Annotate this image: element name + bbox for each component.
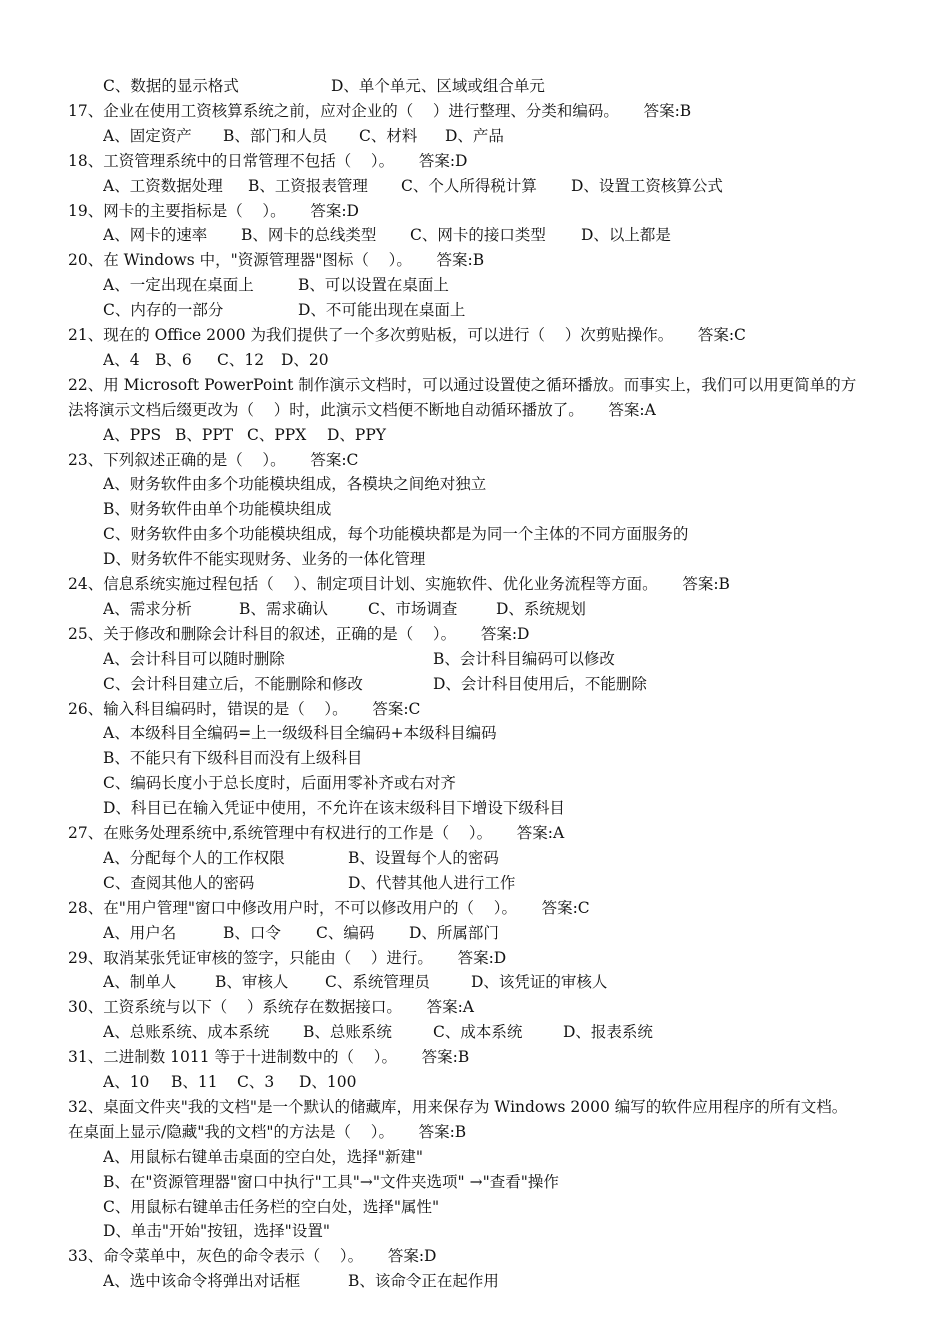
option-row (103, 472, 923, 497)
option-row (103, 1219, 923, 1244)
option-row (103, 721, 923, 746)
answer-option: D、设置工资核算公式 (571, 176, 723, 195)
answer-option: C、市场调查 (368, 599, 458, 618)
question-line: 20、在 Windows 中，"资源管理器"图标（ ）。 答案:B (68, 251, 485, 270)
option-row (103, 1269, 923, 1294)
question-line: 25、关于修改和删除会计科目的叙述，正确的是（ ）。 答案:D (68, 624, 530, 643)
answer-option: B、需求确认 (239, 599, 328, 618)
answer-option: D、会计科目使用后，不能删除 (433, 674, 647, 693)
question-line-continued: 在桌面上显示/隐藏"我的文档"的方法是（ ）。 答案:B (68, 1122, 467, 1141)
option-row (103, 1145, 923, 1170)
option-row (103, 746, 923, 771)
option-row (103, 497, 923, 522)
question-line: 23、下列叙述正确的是（ ）。 答案:C (68, 450, 359, 469)
answer-option: A、需求分析 (103, 599, 192, 618)
answer-option: C、个人所得税计算 (401, 176, 537, 195)
answer-option: B、11 (171, 1073, 218, 1091)
answer-option: C、编码 (316, 923, 375, 942)
answer-option: B、工资报表管理 (248, 176, 368, 195)
option-row (103, 597, 923, 622)
question-line: 32、桌面文件夹"我的文档"是一个默认的储藏库，用来保存为 Windows 2000 编写的软件应用程序的所有文档。 (68, 1097, 848, 1116)
answer-option: D、财务软件不能实现财务、业务的一体化管理 (103, 550, 426, 569)
option-row (103, 1195, 923, 1220)
option-row (103, 298, 923, 323)
answer-option: B、口令 (223, 923, 281, 942)
answer-option: C、内存的一部分 (103, 301, 224, 320)
answer-option: B、会计科目编码可以修改 (433, 649, 615, 668)
answer-option: B、审核人 (215, 973, 289, 992)
question-line: 31、二进制数 1011 等于十进制数中的（ ）。 答案:B (68, 1048, 470, 1067)
question-line: 19、网卡的主要指标是（ ）。 答案:D (68, 201, 359, 220)
option-row (103, 846, 923, 871)
answer-option: C、网卡的接口类型 (410, 226, 546, 245)
answer-option: D、以上都是 (581, 226, 671, 245)
answer-option: D、代替其他人进行工作 (348, 873, 516, 892)
answer-option: C、查阅其他人的密码 (103, 873, 255, 892)
question-line: 30、工资系统与以下（ ）系统存在数据接口。 答案:A (68, 998, 474, 1017)
answer-option: B、不能只有下级科目而没有上级科目 (103, 749, 363, 768)
option-row (103, 522, 923, 547)
option-row (103, 771, 923, 796)
answer-option: A、总账系统、成本系统 (103, 1023, 270, 1042)
question-line: 21、现在的 Office 2000 为我们提供了一个多次剪贴板，可以进行（ ）次剪贴操作。 答案:C (68, 326, 746, 344)
answer-option: A、用户名 (103, 923, 177, 942)
answer-option: C、用鼠标右键单击任务栏的空白处，选择"属性" (103, 1197, 440, 1216)
option-row (103, 547, 923, 572)
question-line: 27、在账务处理系统中,系统管理中有权进行的工作是（ ）。 答案:A (68, 824, 565, 842)
answer-option: D、100 (299, 1073, 357, 1091)
option-row (103, 74, 923, 99)
answer-option: D、PPY (327, 425, 387, 444)
option-row (103, 970, 923, 995)
answer-option: C、财务软件由多个功能模块组成，每个功能模块都是为同一个主体的不同方面服务的 (103, 525, 689, 544)
option-row (103, 1020, 923, 1045)
question-line: 29、取消某张凭证审核的签字，只能由（ ）进行。 答案:D (68, 948, 507, 967)
answer-option: D、单个单元、区域或组合单元 (331, 77, 545, 95)
answer-option: A、分配每个人的工作权限 (103, 848, 285, 867)
answer-option: C、数据的显示格式 (103, 77, 239, 95)
answer-option: B、该命令正在起作用 (348, 1272, 499, 1291)
option-row (103, 223, 923, 248)
answer-option: A、会计科目可以随时删除 (103, 649, 285, 668)
answer-option: B、财务软件由单个功能模块组成 (103, 500, 332, 519)
question-line: 33、命令菜单中，灰色的命令表示（ ）。 答案:D (68, 1247, 437, 1266)
option-row (103, 174, 923, 199)
option-row (103, 921, 923, 946)
answer-option: D、单击"开始"按钮，选择"设置" (103, 1222, 330, 1241)
answer-option: A、用鼠标右键单击桌面的空白处，选择"新建" (103, 1147, 423, 1166)
answer-option: C、12 (217, 350, 265, 369)
answer-option: A、一定出现在桌面上 (103, 276, 254, 295)
option-row (103, 273, 923, 298)
answer-option: A、固定资产 (103, 126, 192, 145)
answer-option: D、该凭证的审核人 (471, 973, 608, 992)
question-line: 18、工资管理系统中的日常管理不包括（ ）。 答案:D (68, 151, 468, 170)
answer-option: D、不可能出现在桌面上 (298, 301, 466, 320)
answer-option: B、6 (155, 350, 192, 369)
question-line-continued: 法将演示文档后缀更改为（ ）时，此演示文档便不断地自动循环播放了。 答案:A (68, 400, 656, 419)
answer-option: C、编码长度小于总长度时，后面用零补齐或右对齐 (103, 774, 456, 793)
answer-option: B、部门和人员 (223, 126, 328, 145)
answer-option: D、产品 (445, 126, 504, 145)
option-row (103, 1170, 923, 1195)
question-line: 22、用 Microsoft PowerPoint 制作演示文档时，可以通过设置使之循环播放。而事实上，我们可以用更简单的方 (68, 375, 857, 394)
answer-option: B、设置每个人的密码 (348, 848, 499, 867)
question-line: 26、输入科目编码时，错误的是（ ）。 答案:C (68, 699, 421, 718)
answer-option: A、PPS (103, 425, 162, 444)
answer-option: B、在"资源管理器"窗口中执行"工具"→"文件夹选项" →"查看"操作 (103, 1172, 559, 1191)
answer-option: A、工资数据处理 (103, 176, 223, 195)
answer-option: D、科目已在输入凭证中使用，不允许在该末级科目下增设下级科目 (103, 799, 565, 818)
answer-option: C、会计科目建立后，不能删除和修改 (103, 674, 363, 693)
answer-option: B、总账系统 (303, 1023, 392, 1042)
option-row (103, 423, 923, 448)
question-line: 28、在"用户管理"窗口中修改用户时，不可以修改用户的（ ）。 答案:C (68, 898, 590, 917)
question-line: 24、信息系统实施过程包括（ ）、制定项目计划、实施软件、优化业务流程等方面。 答案:B (68, 575, 730, 593)
answer-option: A、制单人 (103, 973, 177, 992)
answer-option: B、网卡的总线类型 (241, 226, 377, 245)
answer-option: D、报表系统 (563, 1023, 653, 1042)
answer-option: C、3 (237, 1073, 275, 1091)
answer-option: C、系统管理员 (325, 973, 430, 992)
answer-option: C、成本系统 (433, 1023, 523, 1042)
answer-option: A、财务软件由多个功能模块组成，各模块之间绝对独立 (103, 475, 487, 494)
answer-option: D、系统规划 (496, 599, 586, 618)
option-row (103, 348, 923, 373)
option-row (103, 124, 923, 149)
answer-option: D、所属部门 (409, 923, 499, 942)
answer-option: C、PPX (247, 425, 307, 444)
answer-option: B、可以设置在桌面上 (298, 276, 449, 295)
answer-option: A、本级科目全编码=上一级级科目全编码+本级科目编码 (103, 724, 497, 743)
option-row (103, 647, 923, 672)
answer-option: A、选中该命令将弹出对话框 (103, 1272, 301, 1291)
option-row (103, 1070, 923, 1095)
option-row (103, 871, 923, 896)
option-row (103, 672, 923, 697)
answer-option: D、20 (281, 350, 329, 369)
question-line: 17、企业在使用工资核算系统之前，应对企业的（ ）进行整理、分类和编码。 答案:B (68, 101, 692, 120)
answer-option: A、网卡的速率 (103, 226, 208, 245)
option-row (103, 796, 923, 821)
answer-option: B、PPT (175, 425, 234, 444)
answer-option: C、材料 (359, 126, 418, 145)
answer-option: A、10 (103, 1073, 150, 1091)
answer-option: A、4 (103, 350, 140, 369)
